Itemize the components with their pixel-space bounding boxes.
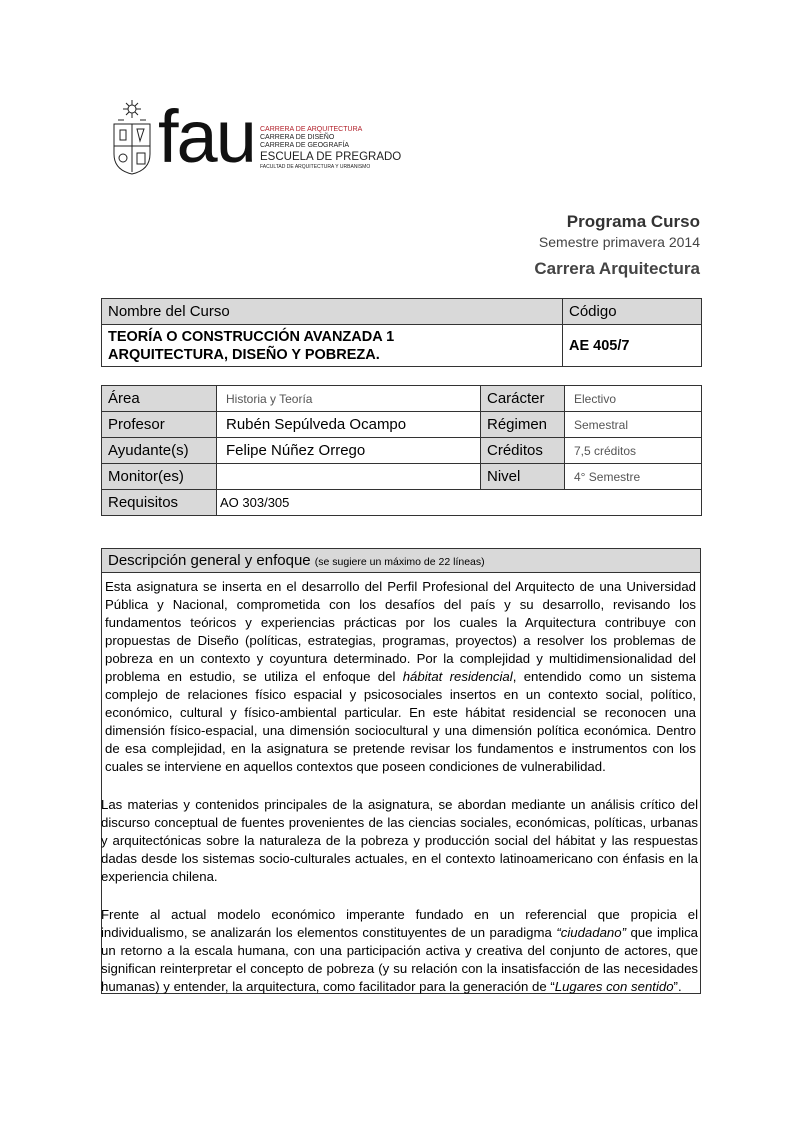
career-label: Carrera Arquitectura xyxy=(534,259,700,278)
description-note: (se sugiere un máximo de 22 líneas) xyxy=(314,556,485,568)
university-seal-icon xyxy=(110,98,154,176)
fau-logo xyxy=(110,96,400,182)
course-table xyxy=(101,298,702,367)
profesor-label: Profesor xyxy=(102,412,217,438)
logo-line-arquitectura: CARRERA DE ARQUITECTURA xyxy=(260,126,363,133)
creditos-label: Créditos xyxy=(481,438,565,464)
ayudante-label: Ayudante(s) xyxy=(102,438,217,464)
creditos-value: 7,5 créditos xyxy=(565,438,702,464)
page-title: Programa Curso xyxy=(566,212,700,231)
description-paragraph-1: Esta asignatura se inserta en el desarrollo del Perfil Profesional del Arquitecto de una Universidad Pública y Nacional, comprometida con los desafíos del país y su desarrollo, revisando los fundamentos teóricos y experiencias prácticas por los cuales la Arquitectura contribuye con propuestas de Diseño (políticas, estrategias, programas, proyectos) a resolver los problemas de pobreza en un contexto y coyuntura determinado. Por la complejidad y multidimensionalidad del problema en estudio, se utiliza el enfoque del hábitat residencial, entendido como un sistema complejo de relaciones físico espacial y psicosociales insertos en un contexto social, político, económico, cultural y físico-ambiental particular. En este hábitat residencial se reconocen una dimensión físico-espacial, una dimensión sociocultural y una dimensión política económica. Dentro de esa complejidad, en la asignatura se pretende revisar los fundamentos e instrumentos con los cuales se interviene en aquellos contextos que poseen condiciones de vulnerabilidad. xyxy=(105,579,696,774)
area-value: Historia y Teoría xyxy=(217,386,481,412)
area-label: Área xyxy=(102,386,217,412)
nivel-value: 4° Semestre xyxy=(565,464,702,490)
regimen-label: Régimen xyxy=(481,412,565,438)
course-code-header: Código xyxy=(563,299,702,325)
description-header xyxy=(102,549,700,573)
course-name-line2: ARQUITECTURA, DISEÑO Y POBREZA. xyxy=(108,346,380,363)
requisitos-label: Requisitos xyxy=(102,490,217,516)
course-name-line1: TEORÍA O CONSTRUCCIÓN AVANZADA 1 xyxy=(108,328,395,345)
regimen-value: Semestral xyxy=(565,412,702,438)
semester-label: Semestre primavera 2014 xyxy=(538,234,700,250)
nivel-label: Nivel xyxy=(481,464,565,490)
monitor-label: Monitor(es) xyxy=(102,464,217,490)
caracter-label: Carácter xyxy=(481,386,565,412)
course-name-header: Nombre del Curso xyxy=(102,299,563,325)
ayudante-value: Felipe Núñez Orrego xyxy=(217,438,481,464)
caracter-value: Electivo xyxy=(565,386,702,412)
course-name-cell xyxy=(102,325,563,367)
profesor-value: Rubén Sepúlveda Ocampo xyxy=(217,412,481,438)
course-info-table xyxy=(101,385,702,516)
monitor-value xyxy=(217,464,481,490)
requisitos-value: AO 303/305 xyxy=(217,490,702,516)
course-code: AE 405/7 xyxy=(563,325,702,367)
logo-line-escuela: ESCUELA DE PREGRADO xyxy=(260,151,402,163)
logo-line-geografia: CARRERA DE GEOGRAFÍA xyxy=(260,142,350,149)
description-paragraph-2: Las materias y contenidos principales de la asignatura, se abordan mediante un análisis crítico del discurso conceptual de fuentes provenientes de las ciencias sociales, económicas, políticas, urbanas y arquitectónicas sobre la naturaleza de la pobreza y producción social del hábitat y las respuestas dadas desde los sistemas socio-culturales actuales, en el contexto latinoamericano con énfasis en la experiencia chilena. xyxy=(101,797,698,884)
fau-wordmark: fau xyxy=(158,95,255,178)
description-section xyxy=(101,548,701,994)
description-title: Descripción general y enfoque xyxy=(108,552,311,569)
logo-line-facultad: FACULTAD DE ARQUITECTURA Y URBANISMO xyxy=(260,164,371,170)
logo-line-diseno: CARRERA DE DISEÑO xyxy=(260,134,335,141)
description-paragraph-3: Frente al actual modelo económico imperante fundado en un referencial que propicia el individualismo, se analizarán los elementos constituyentes de un paradigma “ciudadano” que implica un retorno a la escala humana, con una participación activa y creativa del conjunto de actores, que significan reinterpretar el concepto de pobreza (y su relación con la insatisfacción de las necesidades humanas) y entender, la arquitectura, como facilitador para la generación de “Lugares con sentido”. xyxy=(101,907,698,994)
